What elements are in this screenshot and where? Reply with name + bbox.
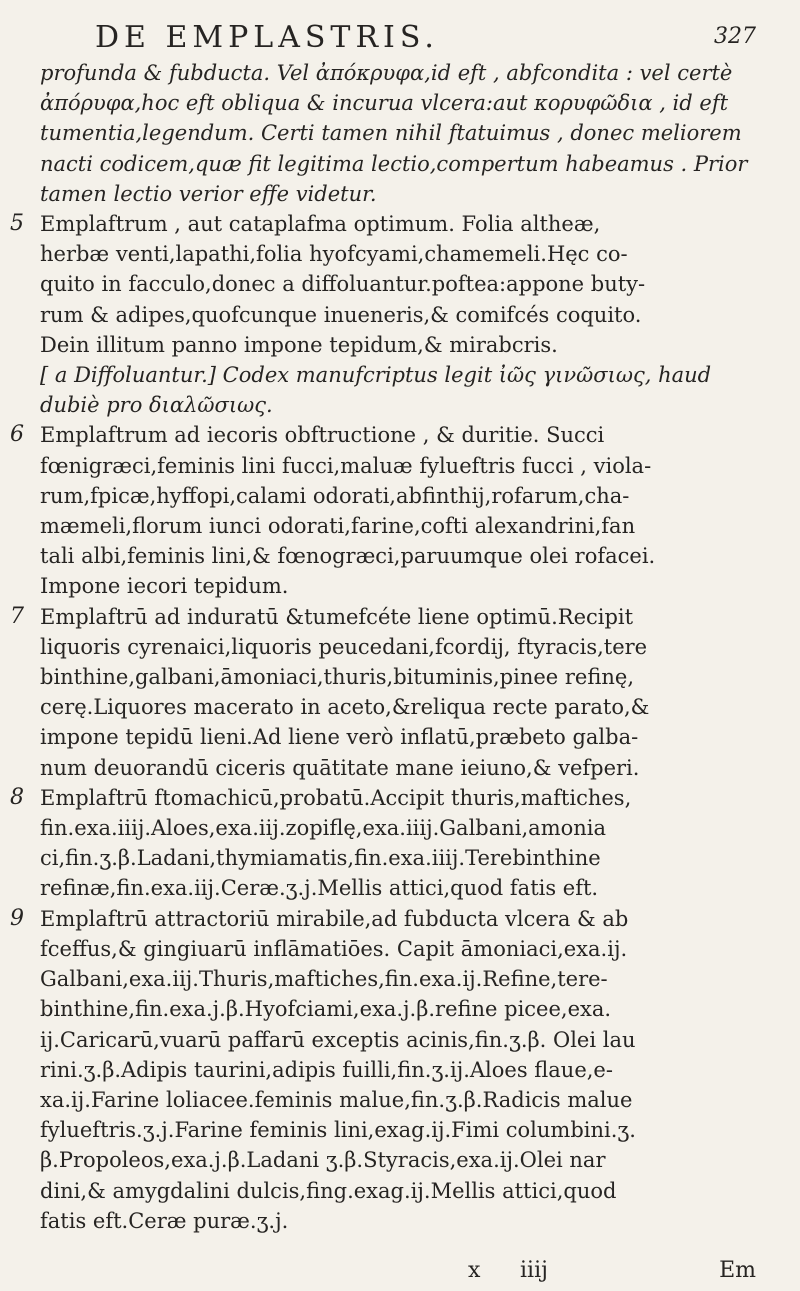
paragraph-number: 8 [10,784,24,810]
signature-mark: x [468,1258,481,1283]
text-line: Galbani,exa.iij.Thuris,maftiches,fin.exa.ij.Refine,tere- [40,967,608,992]
text-line: binthine,fin.exa.j.β.Hyofciami,exa.j.β.refine picee,exa. [40,997,612,1022]
text-line: liquoris cyrenaici,liquoris peucedani,fcordij, ftyracis,tere [40,634,648,659]
text-line: Dein illitum panno impone tepidum,& mirabcris. [40,332,558,357]
text-line: rum,fpicæ,hyffopi,calami odorati,abfinthij,rofarum,cha- [40,483,630,508]
text-line: [ a Diffoluantur.] Codex manufcriptus legit ἰῶς γινῶσιως, haud [40,363,712,388]
recipe-paragraph [10,602,756,783]
intro-line: ἀπόρυφα,hoc eft obliqua & incurua vlcera:aut κορυφῶδια , id eft [40,91,729,116]
text-line: tali albi,feminis lini,& fœnogræci,paruumque olei rofacei. [40,544,656,569]
body-text [10,58,756,1236]
text-line: num deuorandū ciceris quātitate mane ieiuno,& vefperi. [40,755,640,780]
intro-line: nacti codicem,quæ fit legitima lectio,compertum habeamus . Prior [40,151,748,176]
paragraph-number: 5 [10,211,24,237]
recipe-paragraph [10,420,756,601]
intro-line: tumentia,legendum. Certi tamen nihil ftatuimus , donec meliorem [40,121,742,146]
text-line: ij.Caricarū,vuarū paffarū exceptis acinis,fin.ʒ.β. Olei lau [40,1027,636,1052]
recipe-paragraph [10,783,756,904]
page-number: 327 [714,24,756,49]
intro-line: profunda & fubducta. Vel ἀπόκρυφα,id eft , abfcondita : vel certè [40,61,733,85]
text-line: impone tepidū lieni.Ad liene verò inflatū,præbeto galba- [40,725,639,750]
text-line: fœnigræci,feminis lini fucci,maluæ fylueftris fucci , viola- [40,453,652,478]
paragraph-number: 6 [10,422,24,448]
text-line: fin.exa.iiij.Aloes,exa.iij.zopiflę,exa.iiij.Galbani,amonia [40,816,607,841]
recipe-paragraph [10,904,756,1236]
text-line: rini.ʒ.β.Adipis taurini,adipis fuilli,fin.ʒ.ij.Aloes flaue,e- [40,1057,613,1082]
text-line: xa.ij.Farine loliacee.feminis malue,fin.ʒ.β.Radicis malue [40,1087,633,1112]
text-line: β.Propoleos,exa.j.β.Ladani ʒ.β.Styracis,exa.ij.Olei nar [40,1148,606,1173]
text-line: dubiè pro διαλῶσιως. [40,393,273,418]
intro-line: tamen lectio verior effe videtur. [40,181,377,206]
text-line: fceffus,& gingiuarū inflāmatiōes. Capit āmoniaci,exa.ij. [40,936,628,961]
text-line: 9 Emplaftrū attractoriū mirabile,ad fubducta vlcera & ab [40,904,756,934]
running-title: DE EMPLASTRIS. [95,20,439,55]
text-line: fylueftris.ʒ.j.Farine feminis lini,exag.ij.Fimi columbini.ʒ. [40,1118,636,1143]
text-line: refinæ,fin.exa.iij.Ceræ.ʒ.j.Mellis attici,quod fatis eft. [40,876,599,901]
signature-mark: iiij [520,1258,548,1283]
paragraph-number: 9 [10,905,24,931]
paragraph-number: 7 [10,603,24,629]
text-line: Impone iecori tepidum. [40,574,289,599]
text-line: binthine,galbani,āmoniaci,thuris,bituminis,pinee refinę, [40,665,634,690]
text-line: quito in facculo,donec a diffoluantur.poftea:appone buty- [40,272,646,297]
text-line: 8 Emplaftrū ftomachicū,probatū.Accipit thuris,maftiches, [40,783,756,813]
text-line: 5 Emplaftrum , aut cataplafma optimum. Folia altheæ, [40,209,756,239]
text-line: rum & adipes,quofcunque inueneris,& comifcés coquito. [40,302,642,327]
text-line: 7 Emplaftrū ad induratū &tumefcéte liene optimū.Recipit [40,602,756,632]
text-line: herbæ venti,lapathi,folia hyofcyami,chamemeli.Hęc co- [40,242,628,267]
text-line: dini,& amygdalini dulcis,fing.exag.ij.Mellis attici,quod [40,1178,617,1203]
page-footer [0,1258,756,1286]
text-line: fatis eft.Ceræ puræ.ʒ.j. [40,1208,289,1233]
text-line: 6 Emplaftrum ad iecoris obftructione , & duritie. Succi [40,420,756,450]
catchword: Em [719,1258,756,1283]
running-header [40,14,756,58]
text-line: ci,fin.ʒ.β.Ladani,thymiamatis,fin.exa.iiij.Terebinthine [40,846,601,871]
text-line: cerę.Liquores macerato in aceto,&reliqua recte parato,& [40,695,650,720]
recipe-paragraph [10,209,756,420]
text-line: mæmeli,florum iunci odorati,farine,cofti alexandrini,fan [40,514,636,539]
